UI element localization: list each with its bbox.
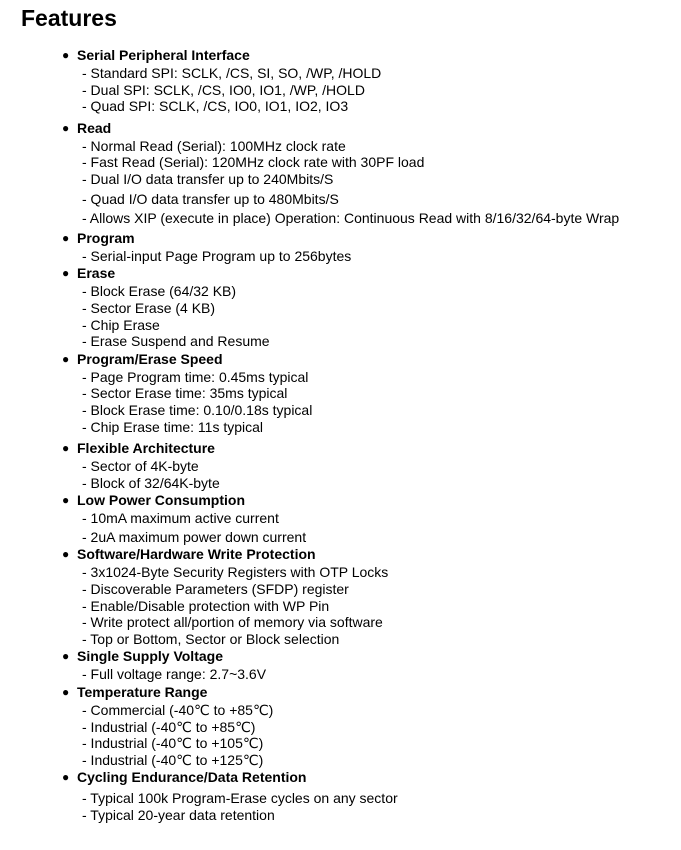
- feature-item-list: [82, 790, 672, 823]
- feature-item: - Enable/Disable protection with WP Pin: [82, 597, 330, 614]
- feature-section-temperature-range: [62, 683, 672, 768]
- bullet-icon: ●: [62, 649, 70, 664]
- section-heading: Serial Peripheral Interface: [77, 47, 250, 63]
- feature-item-list: [82, 283, 672, 349]
- feature-item-list: [82, 666, 672, 683]
- feature-item-list: [82, 369, 672, 435]
- feature-item: - Standard SPI: SCLK, /CS, SI, SO, /WP, /HOLD: [82, 65, 382, 81]
- feature-section-flexible-architecture: [62, 439, 672, 491]
- feature-item: - Dual I/O data transfer up to 240Mbits/S: [82, 170, 334, 187]
- feature-item: - Normal Read (Serial): 100MHz clock rate: [82, 137, 346, 154]
- section-heading: Flexible Architecture: [77, 440, 215, 457]
- feature-item: - Write protect all/portion of memory via software: [82, 614, 383, 631]
- page-title: Features: [21, 5, 117, 31]
- feature-item: - Dual SPI: SCLK, /CS, IO0, IO1, /WP, /HOLD: [82, 81, 365, 98]
- feature-item: - Commercial (-40℃ to +85℃): [82, 702, 274, 719]
- feature-item: - Block Erase (64/32 KB): [82, 283, 237, 300]
- section-heading: Program/Erase Speed: [77, 350, 223, 367]
- section-heading: Single Supply Voltage: [77, 648, 223, 665]
- feature-item-list: [82, 248, 672, 265]
- feature-item-list: [82, 564, 672, 647]
- feature-item: - Fast Read (Serial): 120MHz clock rate with 30PF load: [82, 154, 425, 171]
- feature-item-list: [82, 138, 672, 227]
- feature-item: - 3x1024-Byte Security Registers with OTP Locks: [82, 564, 389, 581]
- bullet-icon: ●: [62, 120, 70, 135]
- bullet-icon: ●: [62, 351, 70, 366]
- section-heading: Erase: [77, 265, 116, 282]
- bullet-icon: ●: [62, 441, 70, 456]
- feature-item: - 2uA maximum power down current: [82, 528, 307, 545]
- feature-item: - Sector Erase (4 KB): [82, 299, 216, 316]
- feature-item: - Chip Erase: [82, 316, 160, 333]
- feature-section-read: [62, 119, 672, 227]
- section-heading: Program: [77, 229, 135, 246]
- section-heading: Temperature Range: [77, 684, 208, 701]
- feature-section-program-erase-speed: [62, 350, 672, 435]
- feature-item: - Industrial (-40℃ to +105℃): [82, 735, 264, 752]
- feature-section-low-power-consumption: [62, 491, 672, 545]
- feature-item-list: [82, 702, 672, 768]
- feature-item: - Serial-input Page Program up to 256bytes: [82, 247, 352, 264]
- feature-item: - Typical 20-year data retention: [82, 807, 275, 823]
- feature-item: - Discoverable Parameters (SFDP) register: [82, 581, 349, 598]
- feature-item: - Industrial (-40℃ to +125℃): [82, 751, 264, 768]
- section-heading: Software/Hardware Write Protection: [77, 546, 316, 563]
- feature-item: - Allows XIP (execute in place) Operation: Continuous Read with 8/16/32/64-byte Wrap: [82, 210, 620, 227]
- feature-item-list: [82, 510, 672, 545]
- feature-list: [62, 46, 672, 824]
- feature-item-list: [82, 458, 672, 491]
- bullet-icon: ●: [62, 230, 70, 245]
- section-heading: Cycling Endurance/Data Retention: [77, 769, 307, 786]
- feature-section-program: [62, 229, 672, 265]
- feature-item: - Quad I/O data transfer up to 480Mbits/S: [82, 190, 339, 207]
- feature-item: - Page Program time: 0.45ms typical: [82, 368, 309, 385]
- feature-item: - Sector of 4K-byte: [82, 458, 199, 475]
- bullet-icon: ●: [62, 547, 70, 562]
- feature-item: - Industrial (-40℃ to +85℃): [82, 718, 256, 735]
- feature-section-single-supply-voltage: [62, 647, 672, 683]
- bullet-icon: ●: [62, 266, 70, 281]
- feature-section-cycling-endurance: [62, 768, 672, 823]
- feature-item: - Erase Suspend and Resume: [82, 333, 270, 350]
- feature-item: - Top or Bottom, Sector or Block selection: [82, 630, 340, 647]
- feature-item: - Typical 100k Program-Erase cycles on any sector: [82, 790, 398, 807]
- bullet-icon: ●: [62, 685, 70, 700]
- bullet-icon: ●: [62, 493, 70, 508]
- section-heading: Low Power Consumption: [77, 492, 245, 509]
- feature-item: - 10mA maximum active current: [82, 510, 279, 527]
- feature-item: - Quad SPI: SCLK, /CS, IO0, IO1, IO2, IO3: [82, 98, 349, 115]
- feature-item: - Chip Erase time: 11s typical: [82, 418, 264, 435]
- feature-section-erase: [62, 264, 672, 349]
- feature-item: - Block of 32/64K-byte: [82, 474, 220, 491]
- feature-section-serial-peripheral-interface: [62, 46, 672, 115]
- feature-item: - Block Erase time: 0.10/0.18s typical: [82, 401, 313, 418]
- bullet-icon: ●: [62, 770, 70, 785]
- feature-section-write-protection: [62, 545, 672, 647]
- bullet-icon: ●: [62, 48, 70, 62]
- feature-item-list: [82, 65, 672, 115]
- feature-item: - Full voltage range: 2.7~3.6V: [82, 666, 267, 683]
- feature-item: - Sector Erase time: 35ms typical: [82, 385, 288, 402]
- section-heading: Read: [77, 119, 112, 136]
